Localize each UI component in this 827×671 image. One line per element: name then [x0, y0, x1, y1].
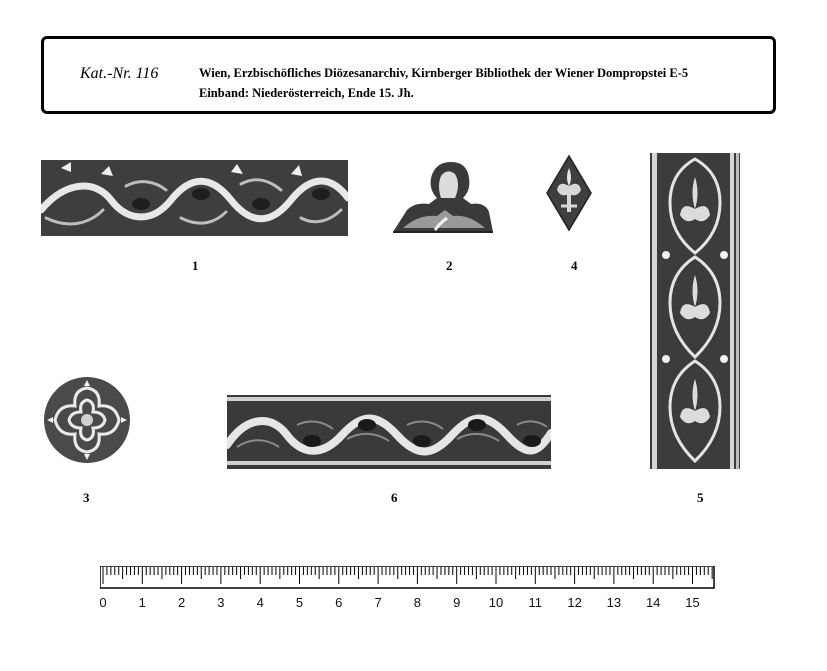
stamp-2-leaf-ornament — [389, 158, 495, 234]
ruler-label: 12 — [567, 595, 582, 610]
figure-label-6: 6 — [391, 490, 398, 505]
catalog-header-box — [41, 36, 776, 114]
binding-description: Einband: Niederösterreich, Ende 15. Jh. — [199, 86, 414, 100]
ruler-label: 14 — [645, 595, 661, 610]
ruler-label: 5 — [295, 595, 304, 610]
ruler-label: 1 — [138, 595, 146, 610]
ruler-label: 7 — [374, 595, 382, 610]
ruler-label: 2 — [177, 595, 186, 610]
source-location: Wien, Erzbischöfliches Diözesanarchiv, Kirnberger Bibliothek der Wiener Dompropstei E-5 — [199, 66, 689, 80]
ruler-label: 15 — [685, 595, 700, 610]
ruler-label: 11 — [528, 595, 543, 610]
stamp-6-scroll-band — [227, 395, 551, 469]
ruler-label: 9 — [453, 595, 461, 610]
ruler-label: 6 — [335, 595, 343, 610]
ruler-label: 10 — [488, 595, 504, 610]
catalog-number: Kat.-Nr. 116 — [80, 65, 159, 82]
ruler-label: 0 — [100, 595, 107, 610]
figure-label-4: 4 — [571, 258, 578, 273]
figure-label-5: 5 — [697, 490, 704, 505]
ruler-label: 13 — [606, 595, 622, 610]
centimeter-scale-ruler — [100, 566, 716, 621]
ruler-label: 3 — [217, 595, 225, 610]
stamp-4-fleur-de-lis-lozenge — [545, 154, 593, 232]
stamp-1-tendril-band — [41, 160, 348, 236]
figure-label-1: 1 — [192, 258, 199, 273]
ruler-label: 4 — [256, 595, 264, 610]
stamp-5-vertical-fleur-band — [650, 153, 740, 469]
stamp-3-rosette — [43, 376, 131, 464]
figure-label-3: 3 — [83, 490, 90, 505]
ruler-label: 8 — [413, 595, 422, 610]
figure-label-2: 2 — [446, 258, 453, 273]
